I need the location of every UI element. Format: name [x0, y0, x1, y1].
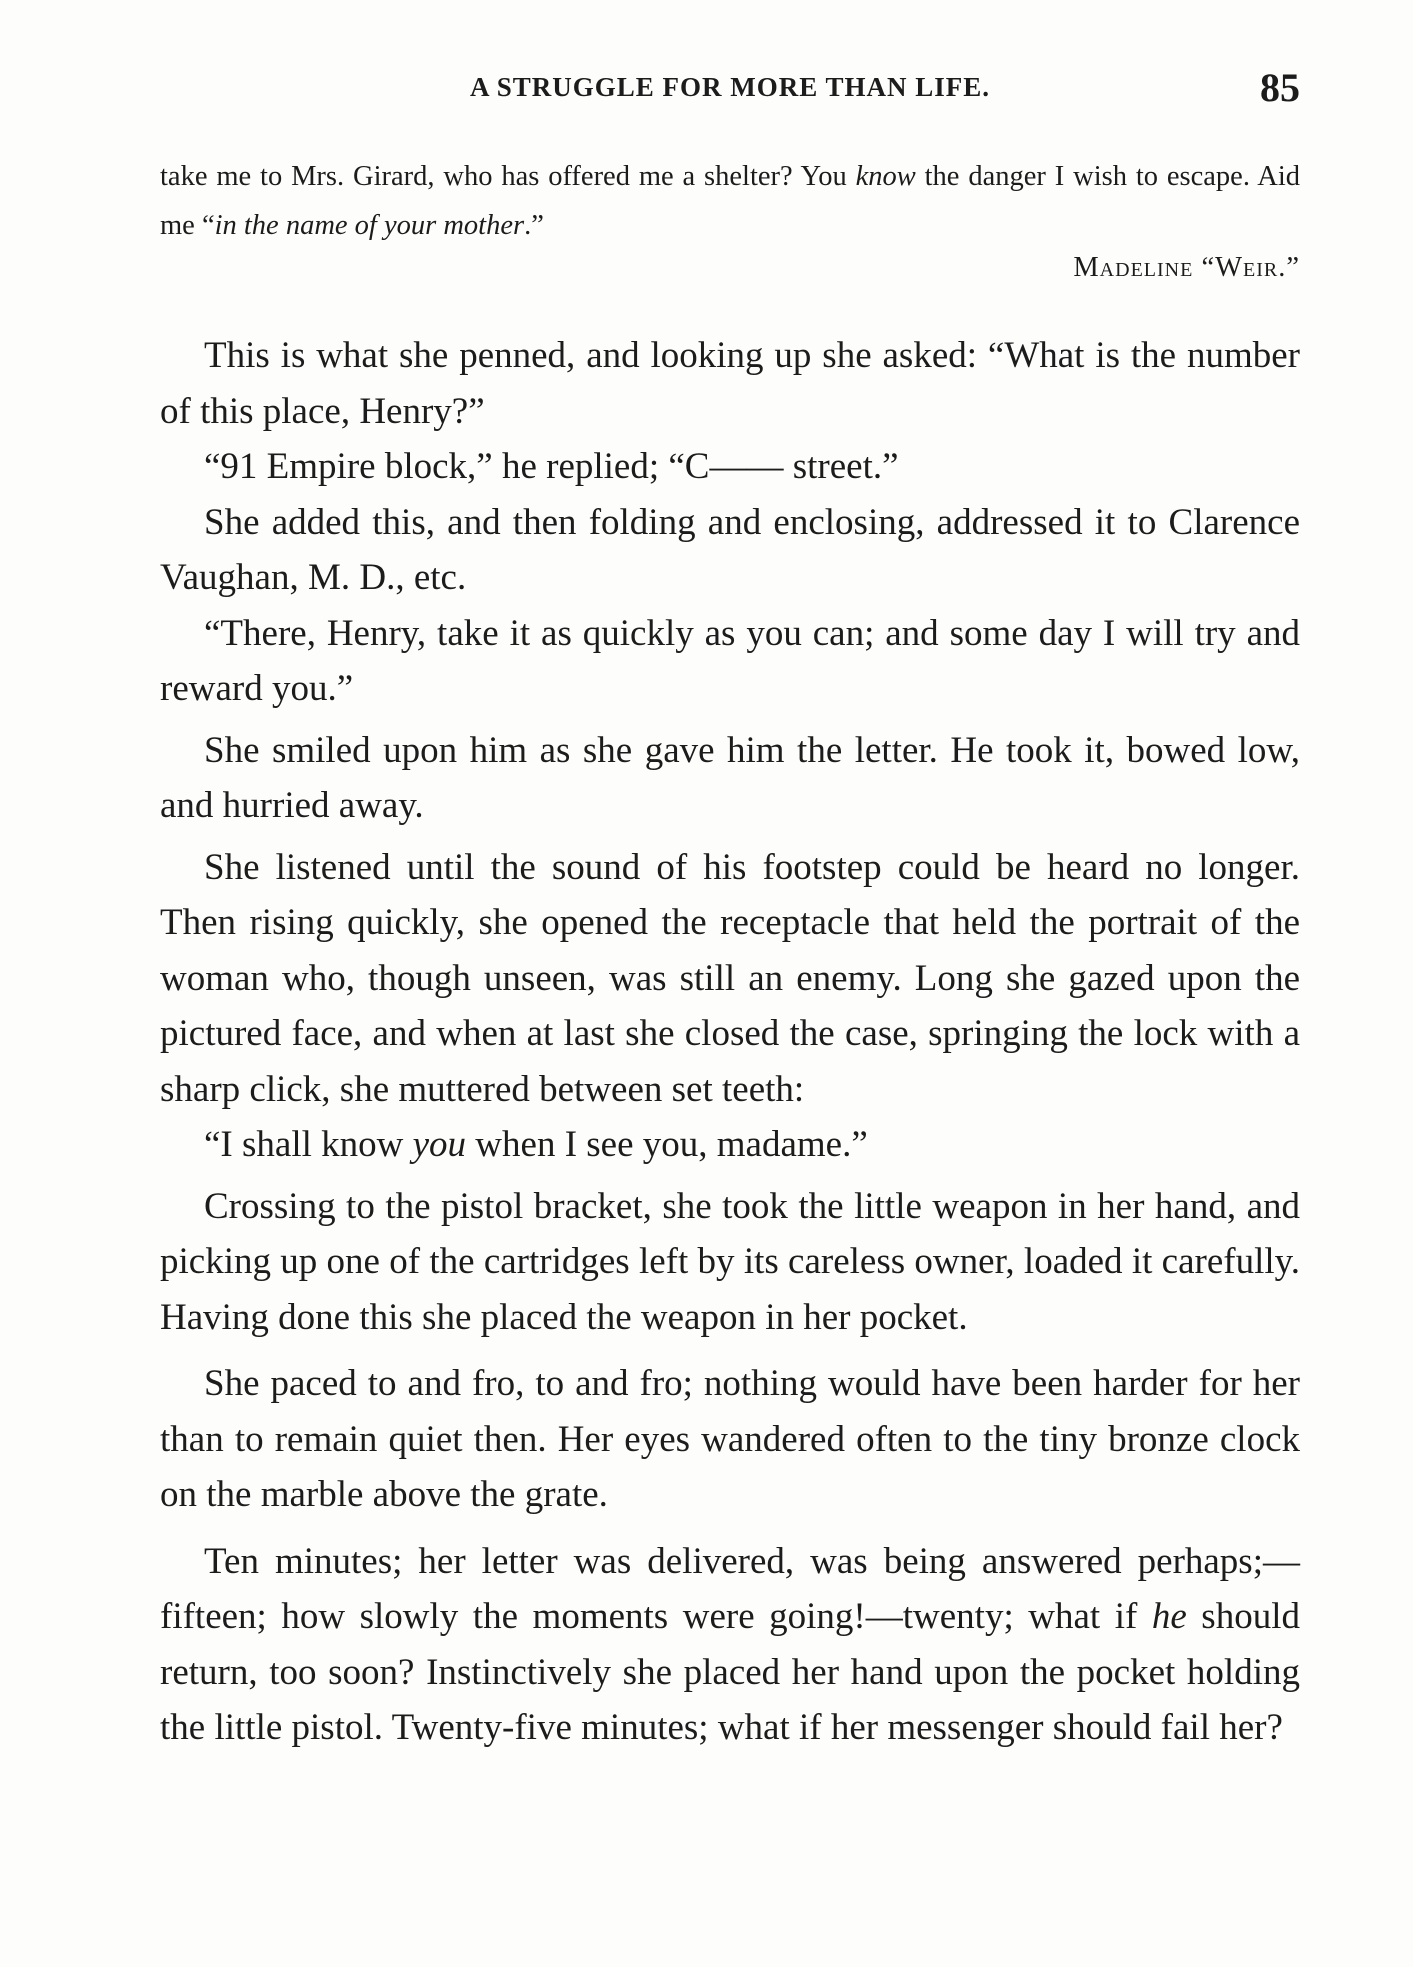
paragraph-emphasis: you — [412, 1124, 467, 1165]
paragraph: She listened until the sound of his footstep could be heard no longer. Then rising quickly, she opened the receptacle that held the portrait of the woman who, though unseen, was still an enemy. Long she gazed upon the pictured face, and when at last she closed the case, springing the lock with a sharp click, she muttered between set teeth: — [160, 846, 1300, 1110]
paragraph: She paced to and fro, to and fro; nothing would have been harder for her than to remain quiet then. Her eyes wandered often to the tiny bronze clock on the marble above the grate. — [160, 1363, 1300, 1515]
paragraph-part: Ten minutes; her letter was delivered, was being answered perhaps;—fifteen; how slowly the moments were going!—twenty; what if — [160, 1540, 1300, 1637]
page-header — [160, 64, 1300, 114]
running-title: A STRUGGLE FOR MORE THAN LIFE. — [469, 72, 991, 102]
paragraph — [160, 1117, 1300, 1173]
letter-emphasis: in the name of your mother — [214, 210, 525, 241]
paragraph: This is what she penned, and looking up she asked: “What is the number of this place, Henry?” — [160, 335, 1300, 432]
paragraph-part: when I see you, madame.” — [466, 1124, 868, 1165]
letter-text-part: .” — [524, 210, 544, 241]
paragraph: “There, Henry, take it as quickly as you can; and some day I will try and reward you.” — [160, 612, 1300, 709]
letter-text-part: the danger I wish to escape. Aid me “ — [160, 161, 1300, 241]
letter-excerpt — [160, 152, 1300, 250]
paragraph-emphasis: he — [1151, 1596, 1187, 1637]
letter-text-part: take me to Mrs. Girard, who has offered me a shelter? You — [160, 161, 856, 192]
body-text — [160, 328, 1300, 1762]
paragraph: She smiled upon him as she gave him the letter. He took it, bowed low, and hurried away. — [160, 729, 1300, 826]
letter-emphasis: know — [855, 161, 916, 192]
paragraph — [160, 1534, 1300, 1756]
letter-signature: Madeline “Weir.” — [1073, 252, 1300, 283]
letter-text — [160, 152, 1300, 250]
paragraph: Crossing to the pistol bracket, she took the little weapon in her hand, and picking up one of the cartridges left by its careless owner, loaded it carefully. Having done this she placed the weapon in her pocket. — [160, 1185, 1300, 1338]
paragraph: She added this, and then folding and enclosing, addressed it to Clarence Vaughan, M. D., etc. — [160, 501, 1300, 598]
paragraph-part: should return, too soon? Instinctively she placed her hand upon the pocket holding the little pistol. Twenty-five minutes; what if her messenger should fail her? — [160, 1596, 1300, 1748]
paragraph: “91 Empire block,” he replied; “C—— street.” — [204, 446, 899, 487]
page-number: 85 — [1260, 65, 1300, 110]
paragraph-part: “I shall know — [204, 1124, 413, 1165]
